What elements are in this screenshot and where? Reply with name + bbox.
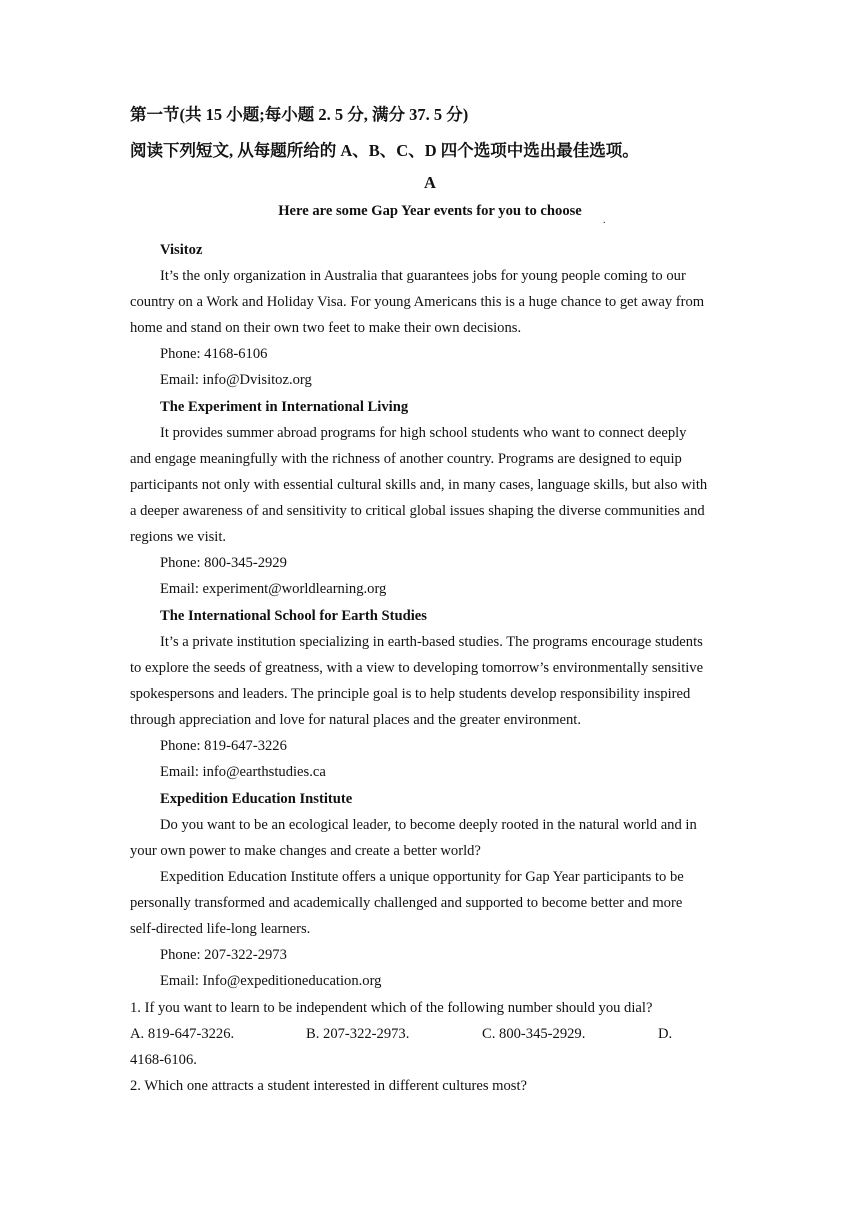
entry-text-line: spokespersons and leaders. The principle goal is to help students develop responsibility inspired [130, 686, 691, 702]
entry-text-line: personally transformed and academically challenged and supported to become better and more [130, 895, 683, 911]
entry-phone: Phone: 207-322-2973 [160, 947, 287, 963]
entry-email: Email: info@Dvisitoz.org [160, 372, 312, 388]
passage-letter: A [424, 173, 436, 192]
entry-name-expedition: Expedition Education Institute [160, 791, 353, 807]
question-1-option-b: B. 207-322-2973. [306, 1026, 410, 1042]
entry-text-line: regions we visit. [130, 529, 227, 545]
entry-name-visitoz: Visitoz [160, 242, 203, 258]
entry-text-line: Expedition Education Institute offers a unique opportunity for Gap Year participants to be [160, 869, 684, 885]
entry-phone: Phone: 800-345-2929 [160, 555, 287, 571]
entry-text-line: home and stand on their own two feet to make their own decisions. [130, 320, 522, 336]
title-dot: . [603, 215, 606, 226]
entry-text-line: a deeper awareness of and sensitivity to critical global issues shaping the diverse communities and [130, 503, 705, 519]
question-1-option-a: A. 819-647-3226. [130, 1026, 235, 1042]
question-1-option-d: D. [658, 1026, 673, 1042]
question-1-stem: 1. If you want to learn to be independent which of the following number should you dial? [130, 1000, 653, 1016]
entry-text-line: Do you want to be an ecological leader, to become deeply rooted in the natural world and in [160, 817, 697, 833]
question-2-stem: 2. Which one attracts a student interested in different cultures most? [130, 1078, 528, 1094]
entry-phone: Phone: 4168-6106 [160, 346, 268, 362]
entry-text-line: and engage meaningfully with the richness of another country. Programs are designed to equip [130, 451, 682, 467]
entry-text-line: It provides summer abroad programs for high school students who want to connect deeply [160, 425, 687, 441]
entry-email: Email: Info@expeditioneducation.org [160, 973, 382, 989]
entry-text-line: participants not only with essential cultural skills and, in many cases, language skills, but also with [130, 477, 708, 493]
entry-text-line: your own power to make changes and create a better world? [130, 843, 481, 859]
entry-text-line: It’s a private institution specializing in earth-based studies. The programs encourage students [160, 634, 703, 650]
instruction-text: 阅读下列短文, 从每题所给的 A、B、C、D 四个选项中选出最佳选项。 [130, 141, 639, 160]
entry-text-line: through appreciation and love for natural places and the greater environment. [130, 712, 582, 728]
entry-text-line: self-directed life-long learners. [130, 921, 311, 937]
passage-title: Here are some Gap Year events for you to choose [278, 203, 582, 219]
entry-name-experiment: The Experiment in International Living [160, 399, 409, 415]
question-1-option-c: C. 800-345-2929. [482, 1026, 586, 1042]
entry-text-line: to explore the seeds of greatness, with a view to developing tomorrow’s environmentally sensitive [130, 660, 704, 676]
entry-name-earth-studies: The International School for Earth Studies [160, 608, 427, 624]
entry-text-line: country on a Work and Holiday Visa. For young Americans this is a huge chance to get away from [130, 294, 705, 310]
entry-email: Email: info@earthstudies.ca [160, 764, 326, 780]
entry-phone: Phone: 819-647-3226 [160, 738, 287, 754]
entry-text-line: It’s the only organization in Australia that guarantees jobs for young people coming to our [160, 268, 686, 284]
question-1-option-d-text: 4168-6106. [130, 1052, 197, 1068]
entry-email: Email: experiment@worldlearning.org [160, 581, 387, 597]
section-heading: 第一节(共 15 小题;每小题 2. 5 分, 满分 37. 5 分) [130, 105, 469, 124]
